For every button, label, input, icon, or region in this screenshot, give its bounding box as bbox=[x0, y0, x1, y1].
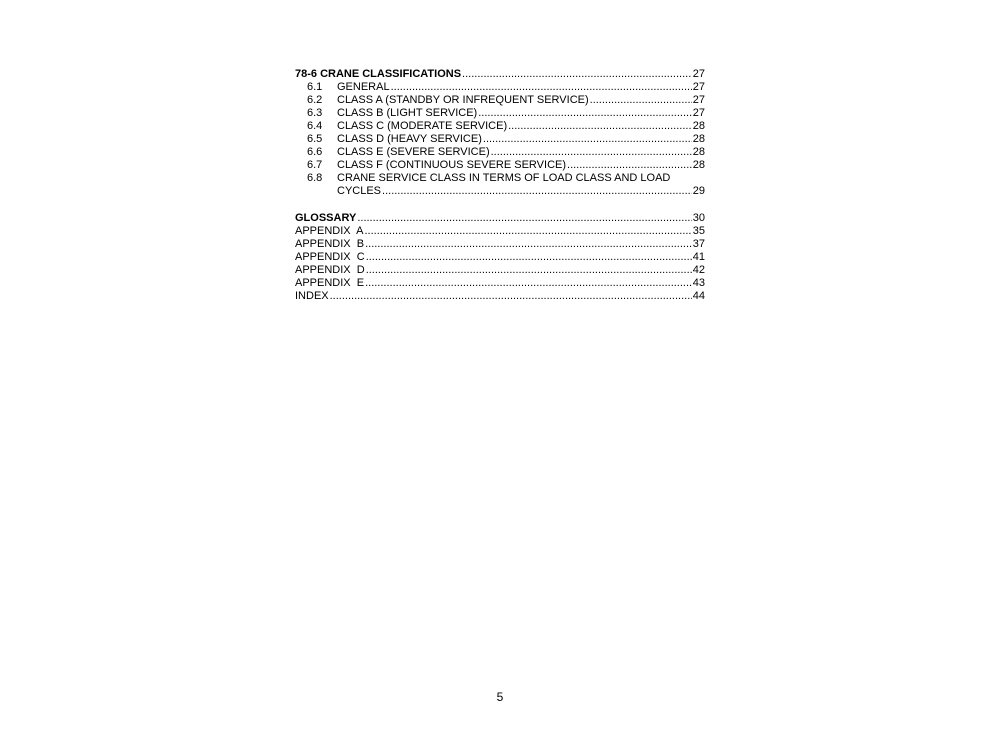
toc-entry-6-2[interactable] bbox=[295, 94, 705, 107]
toc-entry-page: 37 bbox=[692, 238, 705, 250]
toc-entry-title: APPENDIX A bbox=[295, 225, 364, 237]
dot-leader bbox=[330, 290, 692, 303]
toc-entry-page: 29 bbox=[692, 185, 705, 197]
dot-leader bbox=[478, 107, 692, 120]
toc-entry-6-7[interactable] bbox=[295, 159, 705, 172]
toc-entry-glossary[interactable] bbox=[295, 212, 705, 225]
dot-leader bbox=[357, 212, 691, 225]
toc-entry-number: 6.4 bbox=[307, 120, 323, 132]
toc-entry-title: APPENDIX E bbox=[295, 277, 365, 289]
toc-entry-page: 28 bbox=[692, 159, 705, 171]
toc-entry-page: 27 bbox=[692, 81, 705, 93]
toc-entry-page: 35 bbox=[692, 225, 705, 237]
toc-entry-number: 6.2 bbox=[307, 94, 323, 106]
toc-entry-title: INDEX bbox=[295, 290, 329, 302]
toc-entry-number: 6.1 bbox=[307, 81, 323, 93]
toc-entry-number: 6.5 bbox=[307, 133, 323, 145]
toc-entry-title: APPENDIX C bbox=[295, 251, 365, 263]
dot-leader bbox=[366, 264, 692, 277]
toc-entry-6-8[interactable] bbox=[295, 172, 705, 198]
toc-entry-6-6[interactable] bbox=[295, 146, 705, 159]
toc-entry-title: CLASS E (SEVERE SERVICE) bbox=[337, 146, 490, 158]
dot-leader bbox=[365, 277, 692, 290]
toc-entry-page: 30 bbox=[692, 212, 705, 224]
toc-entry-line bbox=[295, 172, 705, 185]
toc-entry-title: CLASS A (STANDBY OR INFREQUENT SERVICE) bbox=[337, 94, 589, 106]
toc-entry-title: GENERAL bbox=[337, 81, 390, 93]
toc-entry-chapter-78-6[interactable] bbox=[295, 68, 705, 81]
dot-leader bbox=[382, 185, 692, 198]
toc-entry-number: 6.7 bbox=[307, 159, 323, 171]
table-of-contents bbox=[295, 68, 705, 303]
toc-entry-page: 43 bbox=[692, 277, 705, 289]
toc-entry-6-4[interactable] bbox=[295, 120, 705, 133]
toc-entry-6-1[interactable] bbox=[295, 81, 705, 94]
dot-leader bbox=[391, 81, 692, 94]
dot-leader bbox=[365, 238, 692, 251]
toc-entry-page: 28 bbox=[692, 133, 705, 145]
toc-entry-title: CLASS B (LIGHT SERVICE) bbox=[337, 107, 478, 119]
toc-entry-appendix-a[interactable] bbox=[295, 225, 705, 238]
toc-entry-page: 27 bbox=[692, 107, 705, 119]
toc-entry-page: 28 bbox=[692, 120, 705, 132]
spacer bbox=[295, 198, 705, 212]
toc-entry-line bbox=[295, 185, 705, 198]
toc-entry-page: 27 bbox=[692, 68, 705, 80]
dot-leader bbox=[483, 133, 692, 146]
dot-leader bbox=[366, 251, 692, 264]
toc-entry-title: APPENDIX D bbox=[295, 264, 365, 276]
dot-leader bbox=[462, 68, 692, 81]
dot-leader bbox=[590, 94, 692, 107]
toc-entry-title-continued: CYCLES bbox=[337, 185, 382, 197]
toc-entry-title: 78-6 CRANE CLASSIFICATIONS bbox=[295, 68, 462, 80]
dot-leader bbox=[508, 120, 692, 133]
toc-entry-6-5[interactable] bbox=[295, 133, 705, 146]
toc-entry-number: 6.8 bbox=[307, 172, 323, 184]
toc-entry-page: 44 bbox=[692, 290, 705, 302]
toc-entry-6-3[interactable] bbox=[295, 107, 705, 120]
toc-entry-index[interactable] bbox=[295, 290, 705, 303]
toc-entry-title: CLASS F (CONTINUOUS SEVERE SERVICE) bbox=[337, 159, 567, 171]
toc-entry-appendix-c[interactable] bbox=[295, 251, 705, 264]
toc-entry-page: 42 bbox=[692, 264, 705, 276]
toc-entry-title: CLASS D (HEAVY SERVICE) bbox=[337, 133, 482, 145]
toc-entry-page: 41 bbox=[692, 251, 705, 263]
toc-entry-appendix-e[interactable] bbox=[295, 277, 705, 290]
toc-entry-appendix-d[interactable] bbox=[295, 264, 705, 277]
toc-entry-page: 28 bbox=[692, 146, 705, 158]
toc-entry-title: GLOSSARY bbox=[295, 212, 357, 224]
dot-leader bbox=[491, 146, 692, 159]
toc-entry-page: 27 bbox=[692, 94, 705, 106]
page-number: 5 bbox=[496, 690, 504, 704]
toc-entry-number: 6.6 bbox=[307, 146, 323, 158]
dot-leader bbox=[364, 225, 691, 238]
toc-entry-title: APPENDIX B bbox=[295, 238, 365, 250]
dot-leader bbox=[567, 159, 692, 172]
toc-entry-appendix-b[interactable] bbox=[295, 238, 705, 251]
toc-entry-number: 6.3 bbox=[307, 107, 323, 119]
toc-entry-title: CLASS C (MODERATE SERVICE) bbox=[337, 120, 508, 132]
toc-entry-title: CRANE SERVICE CLASS IN TERMS OF LOAD CLASS AND LOAD bbox=[337, 172, 671, 184]
